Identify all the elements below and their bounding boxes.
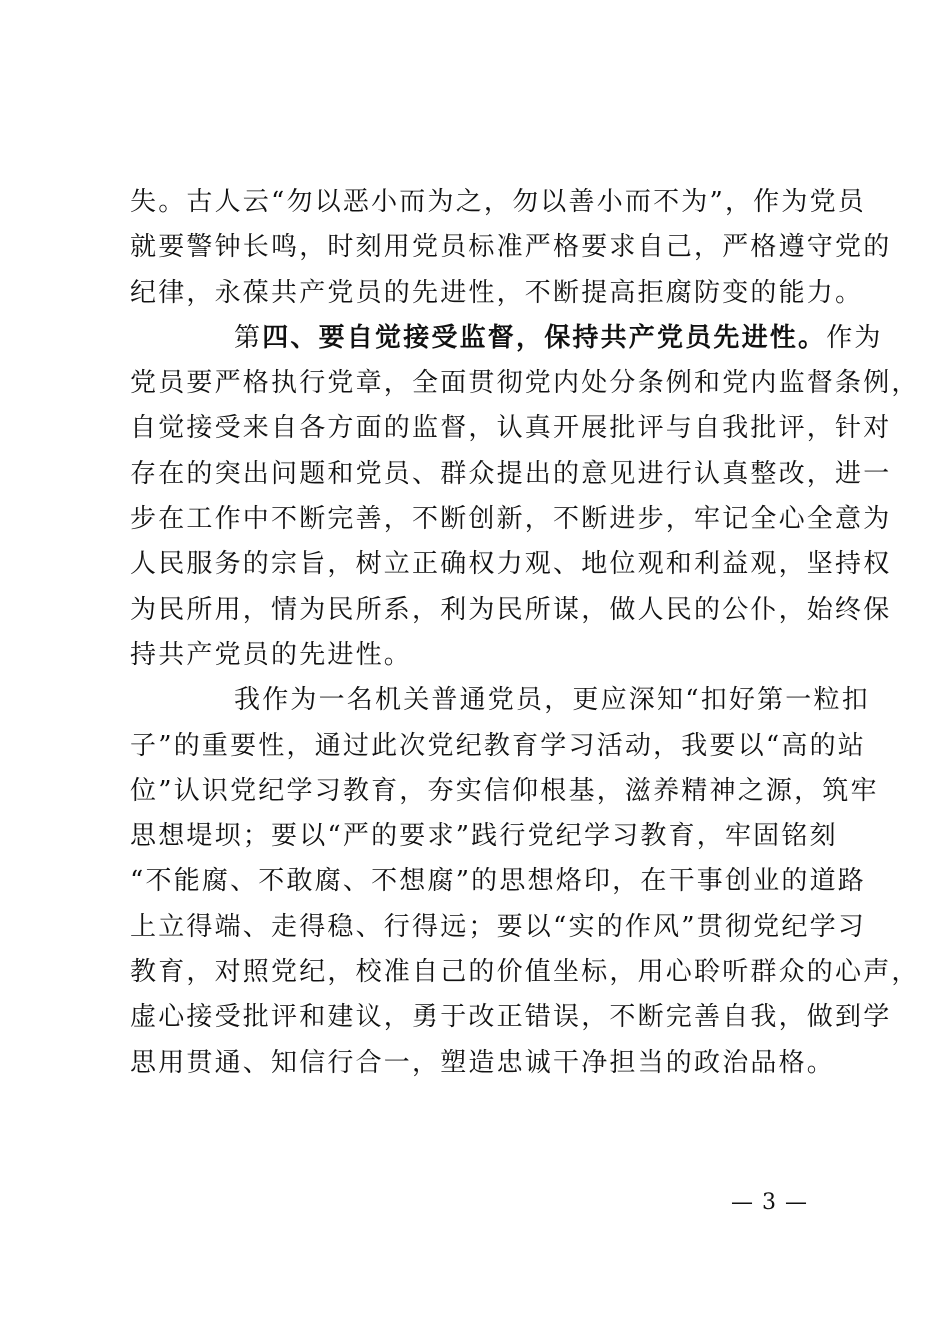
section-heading: 四、要自觉接受监督，保持共产党员先进性。	[262, 322, 827, 353]
text-line: “不能腐、不敢腐、不想腐”的思想烙印，在干事创业的道路	[130, 866, 866, 897]
text-line: 持共产党员的先进性。	[130, 639, 413, 670]
text-line: 就要警钟长鸣，时刻用党员标准严格要求自己，严格遵守党的	[130, 232, 892, 263]
text-line: 上立得端、走得稳、行得远；要以“实的作风”贯彻党纪学习	[130, 911, 866, 942]
text-line: 纪律，永葆共产党员的先进性，不断提高拒腐防变的能力。	[130, 277, 864, 308]
paragraph-personal-commitment	[130, 678, 920, 1086]
text-line: 思想堤坝；要以“严的要求”践行党纪学习教育，牢固铭刻	[130, 821, 838, 852]
text-line: 党员要严格执行党章，全面贯彻党内处分条例和党内监督条例，	[130, 368, 920, 399]
text-line: 人民服务的宗旨，树立正确权力观、地位观和利益观，坚持权	[130, 549, 892, 580]
text-line: 子”的重要性，通过此次党纪教育学习活动，我要以“高的站	[130, 730, 866, 761]
text-line: 我作为一名机关普通党员，更应深知“扣好第一粒扣	[234, 685, 870, 716]
text-line: 为民所用，情为民所系，利为民所谋，做人民的公仆，始终保	[130, 594, 892, 625]
text-line: 自觉接受来自各方面的监督，认真开展批评与自我批评，针对	[130, 413, 892, 444]
paragraph-supervision	[130, 316, 920, 678]
heading-rest: 作为	[826, 322, 883, 353]
text-line: 位”认识党纪学习教育，夯实信仰根基，滋养精神之源，筑牢	[130, 775, 879, 806]
document-body	[130, 180, 920, 1086]
text-line: 存在的突出问题和党员、群众提出的意见进行认真整改，进一	[130, 458, 892, 489]
text-line: 教育，对照党纪，校准自己的价值坐标，用心聆听群众的心声，	[130, 957, 920, 988]
text-line-heading	[130, 316, 883, 361]
heading-prefix: 第	[234, 322, 263, 353]
text-line: 虚心接受批评和建议，勇于改正错误，不断完善自我，做到学	[130, 1002, 892, 1033]
text-line: 步在工作中不断完善，不断创新，不断进步，牢记全心全意为	[130, 504, 892, 535]
text-line: 失。古人云“勿以恶小而为之，勿以善小而不为”，作为党员	[130, 187, 866, 217]
page-number: — 3 —	[731, 1190, 808, 1215]
paragraph-discipline	[130, 180, 892, 316]
text-line: 思用贯通、知信行合一，塑造忠诚干净担当的政治品格。	[130, 1047, 836, 1078]
